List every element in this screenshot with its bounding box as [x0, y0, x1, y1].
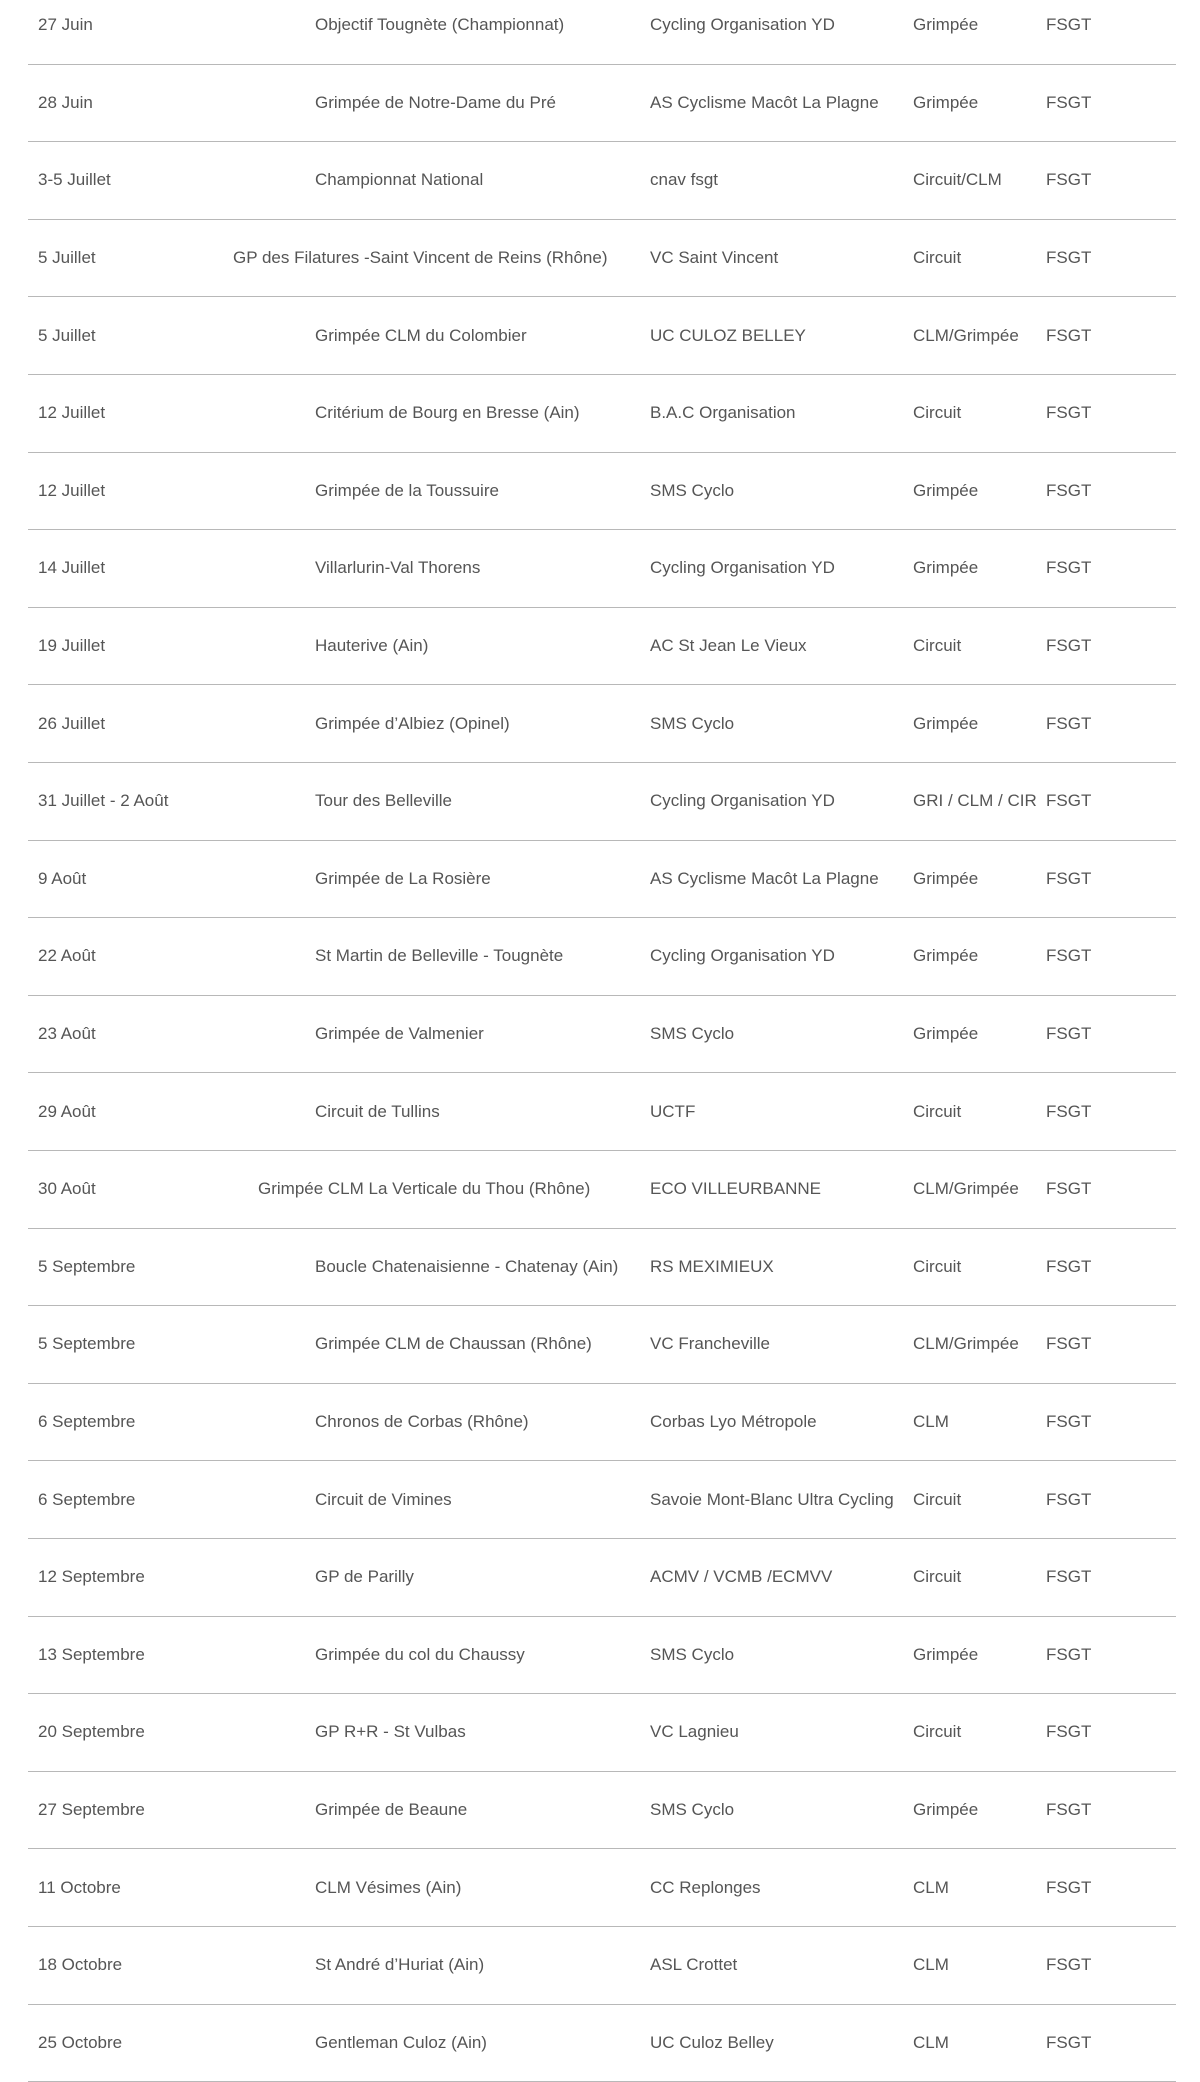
event-name: Grimpée d’Albiez (Opinel) [315, 713, 510, 733]
event-federation: FSGT [1046, 2032, 1092, 2052]
event-organizer: VC Lagnieu [650, 1722, 739, 1742]
event-organizer: UC CULOZ BELLEY [650, 325, 806, 345]
event-row [28, 65, 1176, 143]
event-date: 28 Juin [38, 92, 93, 112]
event-date: 12 Juillet [38, 480, 106, 500]
event-type: Circuit [913, 248, 962, 268]
event-organizer: SMS Cyclo [650, 1800, 735, 1820]
event-type: Grimpée [913, 15, 979, 35]
event-row [28, 763, 1176, 841]
event-row [28, 220, 1176, 298]
event-organizer: Cycling Organisation YD [650, 791, 835, 811]
event-row [28, 1461, 1176, 1539]
event-date: 5 Juillet [38, 325, 96, 345]
event-date: 31 Juillet - 2 Août [38, 791, 169, 811]
event-row [28, 1229, 1176, 1307]
event-type: Circuit [913, 1489, 962, 1509]
event-date: 3-5 Juillet [38, 170, 111, 190]
event-federation: FSGT [1046, 1334, 1092, 1354]
event-type: CLM [913, 2032, 949, 2052]
event-federation: FSGT [1046, 1800, 1092, 1820]
event-name: GP des Filatures -Saint Vincent de Reins (Rhône) [233, 248, 608, 268]
event-name: Grimpée de Notre-Dame du Pré [315, 92, 556, 112]
event-row [28, 1849, 1176, 1927]
event-date: 30 Août [38, 1179, 96, 1199]
event-name: Objectif Tougnète (Championnat) [315, 15, 565, 35]
event-date: 14 Juillet [38, 558, 106, 578]
event-name: Grimpée CLM de Chaussan (Rhône) [315, 1334, 592, 1354]
event-organizer: Cycling Organisation YD [650, 558, 835, 578]
event-federation: FSGT [1046, 1101, 1092, 1121]
event-organizer: SMS Cyclo [650, 1024, 735, 1044]
event-name: Grimpée CLM La Verticale du Thou (Rhône) [258, 1179, 591, 1199]
event-row [28, 0, 1176, 65]
event-federation: FSGT [1046, 791, 1092, 811]
event-name: Critérium de Bourg en Bresse (Ain) [315, 403, 580, 423]
event-name: St André d’Huriat (Ain) [315, 1955, 485, 1975]
event-type: CLM/Grimpée [913, 1179, 1019, 1199]
event-date: 26 Juillet [38, 713, 106, 733]
event-name: GP R+R - St Vulbas [315, 1722, 466, 1742]
event-row [28, 453, 1176, 531]
event-type: Circuit/CLM [913, 170, 1002, 190]
event-row [28, 1694, 1176, 1772]
event-name: Hauterive (Ain) [315, 636, 429, 656]
event-federation: FSGT [1046, 1644, 1092, 1664]
event-federation: FSGT [1046, 1877, 1092, 1897]
event-date: 27 Septembre [38, 1800, 145, 1820]
event-row [28, 2005, 1176, 2082]
event-name: Tour des Belleville [315, 791, 453, 811]
event-row [28, 841, 1176, 919]
event-date: 18 Octobre [38, 1955, 123, 1975]
event-type: Circuit [913, 1101, 962, 1121]
event-organizer: AS Cyclisme Macôt La Plagne [650, 92, 879, 112]
event-date: 23 Août [38, 1024, 96, 1044]
event-federation: FSGT [1046, 1412, 1092, 1432]
event-name: Gentleman Culoz (Ain) [315, 2032, 487, 2052]
event-row [28, 1073, 1176, 1151]
event-name: CLM Vésimes (Ain) [315, 1877, 462, 1897]
event-name: Grimpée de la Toussuire [315, 480, 499, 500]
event-date: 6 Septembre [38, 1412, 136, 1432]
event-organizer: ECO VILLEURBANNE [650, 1179, 821, 1199]
event-organizer: UCTF [650, 1101, 696, 1121]
event-organizer: B.A.C Organisation [650, 403, 796, 423]
event-row [28, 1927, 1176, 2005]
event-organizer: Cycling Organisation YD [650, 946, 835, 966]
event-organizer: SMS Cyclo [650, 480, 735, 500]
event-federation: FSGT [1046, 946, 1092, 966]
event-row [28, 918, 1176, 996]
event-name: Circuit de Vimines [315, 1489, 452, 1509]
event-type: CLM/Grimpée [913, 1334, 1019, 1354]
event-organizer: cnav fsgt [650, 170, 719, 190]
event-date: 19 Juillet [38, 636, 106, 656]
event-row [28, 530, 1176, 608]
event-federation: FSGT [1046, 92, 1092, 112]
event-organizer: Cycling Organisation YD [650, 15, 835, 35]
event-organizer: ACMV / VCMB /ECMVV [650, 1567, 833, 1587]
event-organizer: RS MEXIMIEUX [650, 1256, 774, 1276]
event-type: CLM [913, 1877, 949, 1897]
event-federation: FSGT [1046, 1489, 1092, 1509]
event-date: 12 Septembre [38, 1567, 145, 1587]
event-date: 5 Septembre [38, 1256, 136, 1276]
event-organizer: SMS Cyclo [650, 713, 735, 733]
event-row [28, 608, 1176, 686]
event-type: CLM [913, 1412, 949, 1432]
event-name: Grimpée de La Rosière [315, 868, 491, 888]
event-type: Circuit [913, 403, 962, 423]
event-federation: FSGT [1046, 403, 1092, 423]
event-type: Grimpée [913, 713, 979, 733]
event-type: Grimpée [913, 480, 979, 500]
event-organizer: UC Culoz Belley [650, 2032, 774, 2052]
event-date: 12 Juillet [38, 403, 106, 423]
event-type: Grimpée [913, 946, 979, 966]
event-type: GRI / CLM / CIR [913, 791, 1037, 811]
event-row [28, 1384, 1176, 1462]
event-row [28, 297, 1176, 375]
event-row [28, 1151, 1176, 1229]
event-federation: FSGT [1046, 15, 1092, 35]
event-name: St Martin de Belleville - Tougnète [315, 946, 564, 966]
event-row [28, 685, 1176, 763]
event-row [28, 996, 1176, 1074]
event-type: Grimpée [913, 558, 979, 578]
event-date: 22 Août [38, 946, 96, 966]
event-type: Grimpée [913, 1644, 979, 1664]
event-row [28, 1772, 1176, 1850]
event-type: CLM [913, 1955, 949, 1975]
event-federation: FSGT [1046, 248, 1092, 268]
event-type: Grimpée [913, 92, 979, 112]
event-federation: FSGT [1046, 713, 1092, 733]
event-type: Circuit [913, 1567, 962, 1587]
event-federation: FSGT [1046, 868, 1092, 888]
event-date: 5 Juillet [38, 248, 96, 268]
event-type: Circuit [913, 1256, 962, 1276]
event-federation: FSGT [1046, 1024, 1092, 1044]
event-name: Chronos de Corbas (Rhône) [315, 1412, 529, 1432]
event-type: Circuit [913, 1722, 962, 1742]
event-date: 27 Juin [38, 15, 93, 35]
event-date: 6 Septembre [38, 1489, 136, 1509]
event-organizer: VC Francheville [650, 1334, 770, 1354]
event-name: Boucle Chatenaisienne - Chatenay (Ain) [315, 1256, 619, 1276]
event-federation: FSGT [1046, 1179, 1092, 1199]
event-federation: FSGT [1046, 558, 1092, 578]
event-type: CLM/Grimpée [913, 325, 1019, 345]
event-federation: FSGT [1046, 636, 1092, 656]
event-federation: FSGT [1046, 170, 1092, 190]
event-federation: FSGT [1046, 1256, 1092, 1276]
event-date: 5 Septembre [38, 1334, 136, 1354]
event-organizer: ASL Crottet [650, 1955, 738, 1975]
event-date: 25 Octobre [38, 2032, 123, 2052]
event-name: Circuit de Tullins [315, 1101, 440, 1121]
event-name: Grimpée CLM du Colombier [315, 325, 527, 345]
event-date: 13 Septembre [38, 1644, 145, 1664]
event-row [28, 1617, 1176, 1695]
event-type: Grimpée [913, 868, 979, 888]
event-type: Grimpée [913, 1024, 979, 1044]
event-date: 20 Septembre [38, 1722, 145, 1742]
event-name: Grimpée de Beaune [315, 1800, 468, 1820]
event-federation: FSGT [1046, 1567, 1092, 1587]
event-organizer: AC St Jean Le Vieux [650, 636, 807, 656]
event-type: Grimpée [913, 1800, 979, 1820]
event-organizer: VC Saint Vincent [650, 248, 779, 268]
event-name: Grimpée du col du Chaussy [315, 1644, 525, 1664]
event-row [28, 1306, 1176, 1384]
event-date: 29 Août [38, 1101, 96, 1121]
event-name: GP de Parilly [315, 1567, 414, 1587]
event-federation: FSGT [1046, 325, 1092, 345]
event-federation: FSGT [1046, 1722, 1092, 1742]
event-row [28, 375, 1176, 453]
event-organizer: Savoie Mont-Blanc Ultra Cycling [650, 1489, 894, 1509]
event-federation: FSGT [1046, 480, 1092, 500]
event-date: 11 Octobre [38, 1877, 121, 1897]
event-row [28, 1539, 1176, 1617]
event-organizer: CC Replonges [650, 1877, 761, 1897]
event-federation: FSGT [1046, 1955, 1092, 1975]
event-date: 9 Août [38, 868, 87, 888]
event-row [28, 142, 1176, 220]
event-organizer: AS Cyclisme Macôt La Plagne [650, 868, 879, 888]
event-type: Circuit [913, 636, 962, 656]
event-name: Grimpée de Valmenier [315, 1024, 484, 1044]
event-organizer: Corbas Lyo Métropole [650, 1412, 817, 1432]
event-name: Villarlurin-Val Thorens [315, 558, 481, 578]
event-organizer: SMS Cyclo [650, 1644, 735, 1664]
event-name: Championnat National [315, 170, 484, 190]
